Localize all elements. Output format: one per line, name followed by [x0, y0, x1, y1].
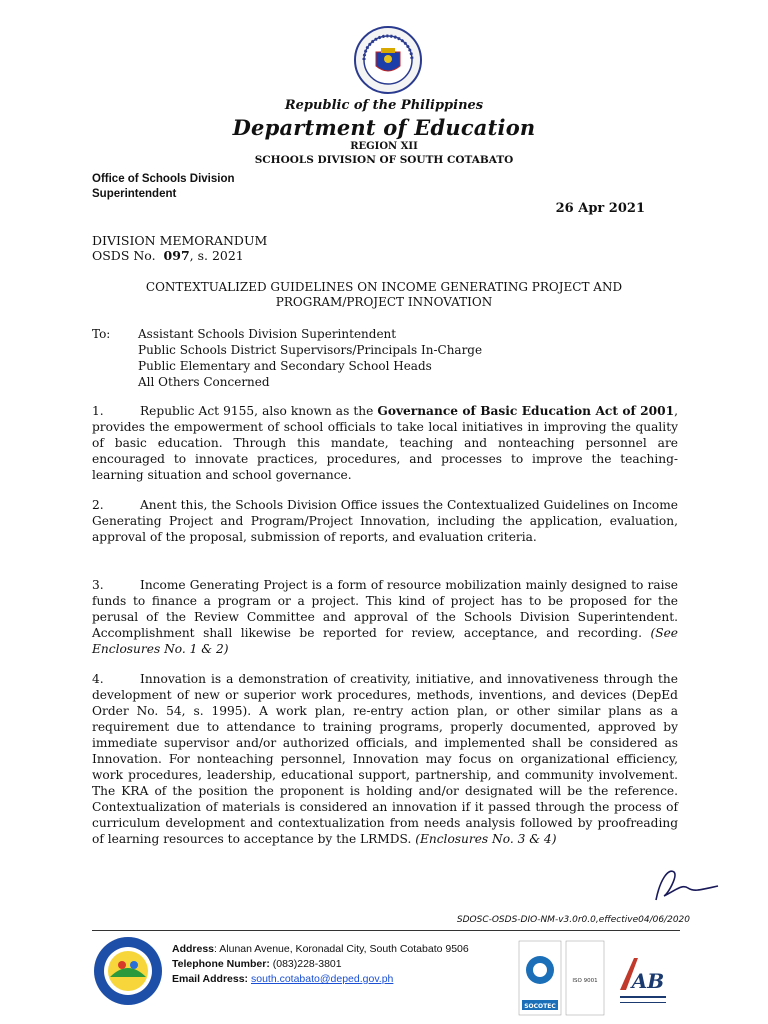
footer-contact [172, 942, 469, 987]
footer-email-line [172, 972, 469, 987]
phone-label: Telephone Number: [172, 958, 270, 970]
paragraph-4 [92, 671, 678, 847]
office-block [92, 172, 235, 202]
footer-phone-line [172, 957, 469, 972]
deped-seal-logo [354, 26, 422, 94]
email-label: Email Address: [172, 973, 249, 985]
paragraph-3 [92, 577, 678, 657]
office-line-2: Superintendent [92, 188, 177, 200]
document-reference-code: SDOSC-OSDS-DIO-NM-v3.0r0.0,effective04/06/2020 [456, 915, 690, 925]
address-label: Address [172, 943, 215, 955]
memo-number-line [92, 248, 267, 263]
memo-title [92, 280, 676, 310]
paragraph-number: 3. [92, 578, 104, 592]
sdo-south-cotabato-logo [92, 935, 164, 1007]
recipient: Assistant Schools Division Superintendent [138, 327, 397, 341]
paragraph-number: 1. [92, 404, 104, 418]
to-label: To: [92, 327, 111, 341]
footer-divider [92, 930, 680, 931]
recipient: Public Elementary and Secondary School Heads [138, 359, 432, 373]
region-heading: REGION XII [350, 141, 418, 152]
memo-id-block [92, 233, 267, 263]
paragraph-text: Income Generating Project is a form of resource mobilization mainly designed to raise funds to finance a program or a project. This kind of project has to be proposed for the perusal of the Review Committee and approval of the Schools Division Superintendent. Accomplishment shall likewise be reported for review, acceptance, and recording. [92, 578, 678, 640]
accreditation-ab-logo [614, 950, 672, 1014]
memo-number: 097 [163, 248, 190, 263]
paragraph-number: 2. [92, 498, 104, 512]
recipients-block [92, 326, 482, 390]
address-value: : Alunan Avenue, Koronadal City, South Cotabato 9506 [214, 943, 469, 955]
paragraph-lead: Republic Act 9155, also known as the [140, 404, 378, 418]
signature-mark [648, 860, 728, 910]
email-link[interactable]: south.cotabato@deped.gov.ph [250, 973, 394, 985]
republic-heading: Republic of the Philippines [284, 98, 484, 113]
paragraph-number: 4. [92, 672, 104, 686]
iso-9001-logo [565, 940, 605, 1016]
memo-series: , s. 2021 [189, 248, 244, 263]
socotec-certification-logo [518, 940, 562, 1016]
memo-type: DIVISION MEMORANDUM [92, 233, 268, 248]
enclosure-reference: (See Enclosures No. 1 & 2) [92, 626, 678, 656]
paragraph-bold-text: Governance of Basic Education Act of 2001 [377, 404, 675, 418]
division-heading: SCHOOLS DIVISION OF SOUTH COTABATO [254, 154, 514, 166]
recipient: Public Schools District Supervisors/Principals In-Charge [138, 343, 483, 357]
paragraph-text: Anent this, the Schools Division Office issues the Contextualized Guidelines on Income Generating Project and Program/Project Innovation, including the application, evaluation, approval of the proposal, submission of reports, and evaluation criteria. [92, 498, 678, 544]
paragraph-text: , provides the empowerment of school officials to take local initiatives in improving the quality of basic education. Through this mandate, teaching and nonteaching personnel are encouraged to innovate practices, procedures, and processes to improve the teaching-learning situation and school governance. [92, 404, 678, 482]
iso-label: ISO 9001 [572, 978, 598, 984]
socotec-label: SOCOTEC [524, 1003, 556, 1010]
memo-date: 26 Apr 2021 [555, 201, 645, 216]
office-line-1: Office of Schools Division [92, 173, 235, 185]
paragraph-2 [92, 497, 678, 545]
ab-label: AB [631, 969, 665, 993]
memo-title-line-1: CONTEXTUALIZED GUIDELINES ON INCOME GENERATING PROJECT AND [145, 280, 623, 294]
osds-prefix: OSDS No. [92, 248, 156, 263]
recipient: All Others Concerned [138, 375, 270, 389]
phone-value: (083)228-3801 [269, 958, 342, 970]
memo-title-line-2: PROGRAM/PROJECT INNOVATION [275, 295, 493, 309]
footer-address-line [172, 942, 469, 957]
paragraph-1 [92, 403, 678, 483]
department-heading: Department of Education [232, 115, 536, 140]
enclosure-reference: (Enclosures No. 3 & 4) [415, 832, 557, 846]
paragraph-text: Innovation is a demonstration of creativity, initiative, and innovativeness through the development of new or superior work procedures, methods, inventions, and devices (DepEd Order No. 54, s. 1995). A work plan, re-entry action plan, or other similar plans as a requirement due to attendance to training programs, properly documented, approved by immediate supervisor and/or authorized officials, and implemented shall be considered as Innovation. For nonteaching personnel, Innovation may focus on organizational efficiency, work procedures, leadership, educational support, partnership, and community involvement. The KRA of the position the proponent is holding and/or designated will be the reference. Contextualization of materials is considered an innovation if it passed through the process of curriculum development and contextualization from needs analysis followed by proofreading of learning resources to acceptance by the LRMDS. [92, 672, 678, 846]
